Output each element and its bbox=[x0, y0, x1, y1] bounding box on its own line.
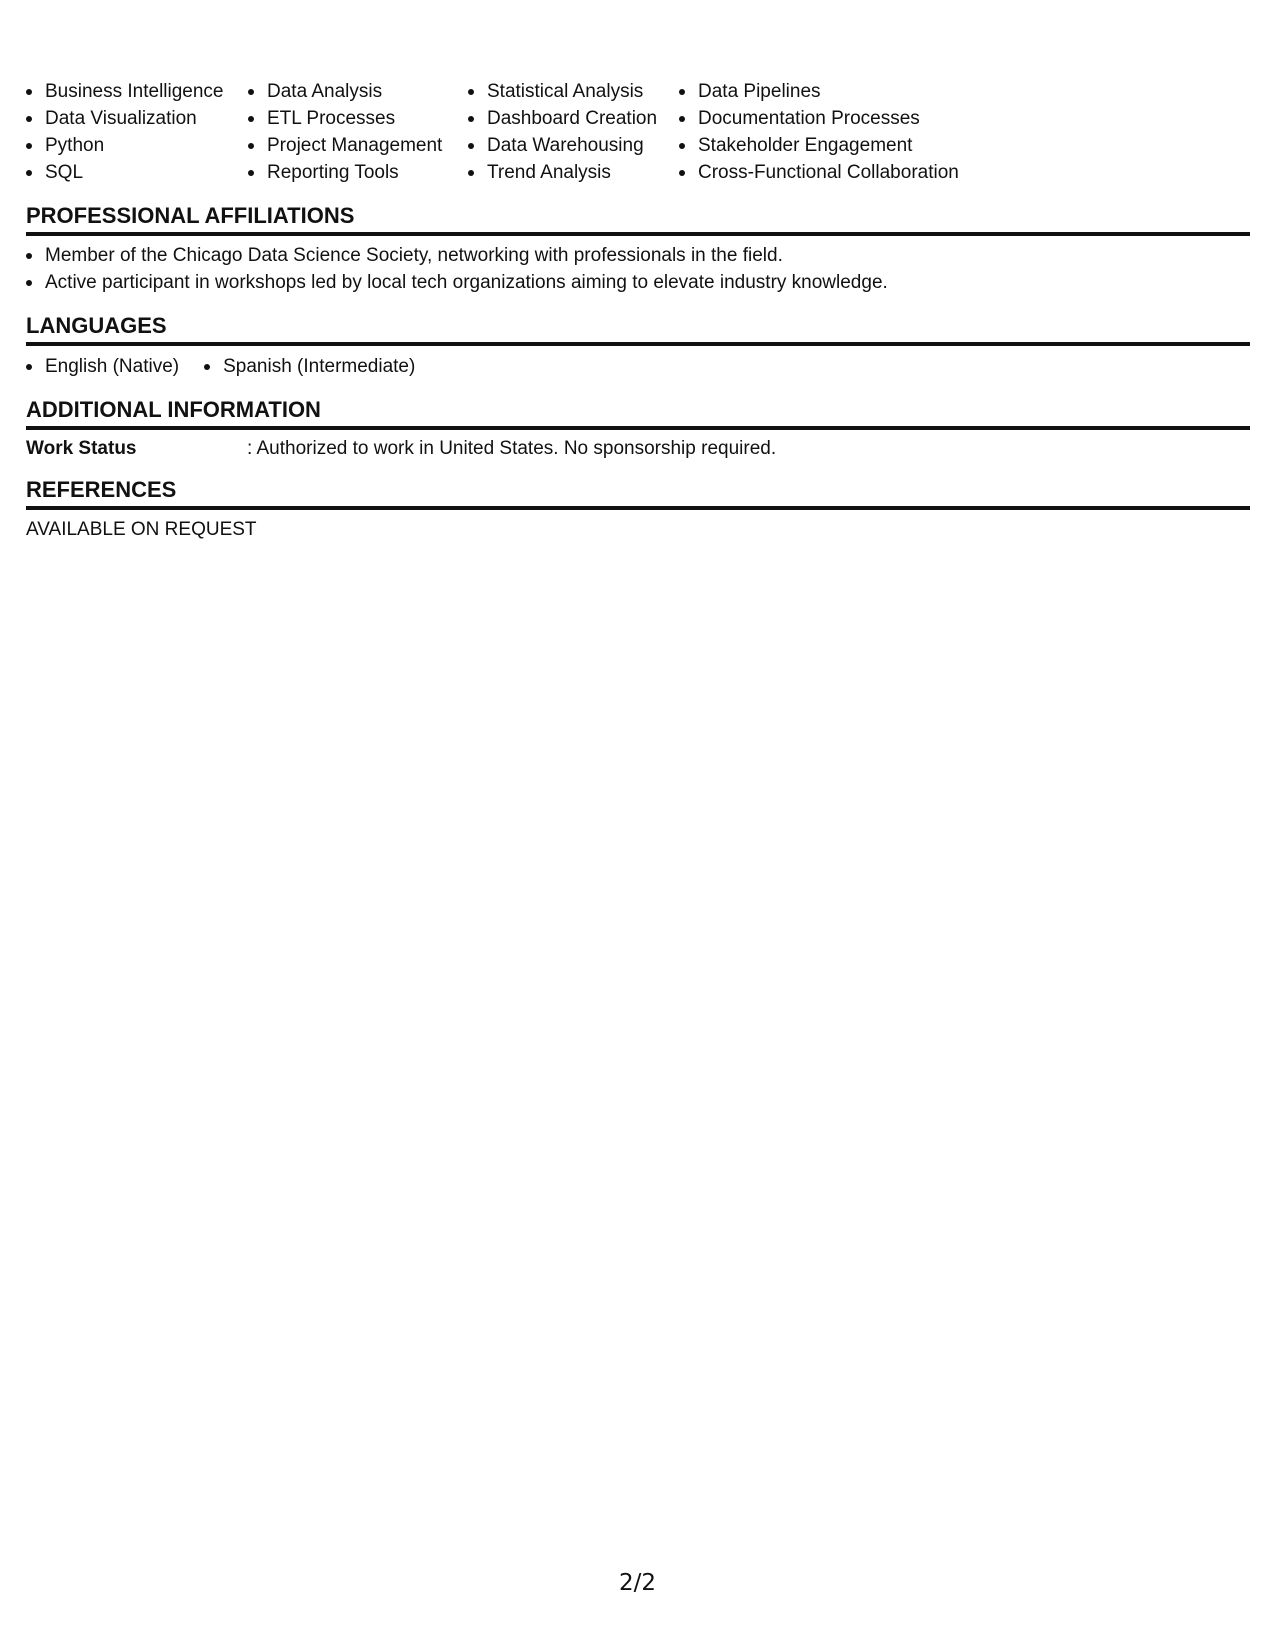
skills-column bbox=[26, 78, 248, 186]
resume-page bbox=[26, 78, 1250, 542]
section-heading-references: REFERENCES bbox=[26, 476, 1250, 510]
skills-grid bbox=[26, 78, 1250, 186]
skills-column bbox=[679, 78, 979, 186]
affiliation-item: Member of the Chicago Data Science Society, networking with professionals in the field. bbox=[26, 242, 1250, 269]
skill-item: Reporting Tools bbox=[248, 159, 468, 186]
skill-item: Dashboard Creation bbox=[468, 105, 679, 132]
skill-item: SQL bbox=[26, 159, 248, 186]
skill-item: Data Visualization bbox=[26, 105, 248, 132]
skill-item: Trend Analysis bbox=[468, 159, 679, 186]
skill-item: Stakeholder Engagement bbox=[679, 132, 979, 159]
skill-item: Data Analysis bbox=[248, 78, 468, 105]
section-heading-affiliations: PROFESSIONAL AFFILIATIONS bbox=[26, 202, 1250, 236]
skill-item: Documentation Processes bbox=[679, 105, 979, 132]
skill-item: Data Warehousing bbox=[468, 132, 679, 159]
skill-item: ETL Processes bbox=[248, 105, 468, 132]
languages-list bbox=[26, 353, 1250, 380]
language-item: English (Native) bbox=[26, 353, 179, 380]
affiliations-list bbox=[26, 242, 1250, 296]
references-text: AVAILABLE ON REQUEST bbox=[26, 519, 257, 540]
section-heading-additional-information: ADDITIONAL INFORMATION bbox=[26, 396, 1250, 430]
skill-item: Cross-Functional Collaboration bbox=[679, 159, 979, 186]
skills-column bbox=[468, 78, 679, 186]
skill-item: Project Management bbox=[248, 132, 468, 159]
language-item: Spanish (Intermediate) bbox=[204, 353, 415, 380]
skill-item: Data Pipelines bbox=[679, 78, 979, 105]
page-number: 2/2 bbox=[618, 1570, 656, 1596]
skill-item: Statistical Analysis bbox=[468, 78, 679, 105]
work-status-row bbox=[26, 437, 1250, 461]
work-status-label: Work Status bbox=[26, 438, 137, 459]
skills-column bbox=[248, 78, 468, 186]
work-status-value: : Authorized to work in United States. No sponsorship required. bbox=[247, 438, 777, 459]
section-heading-languages: LANGUAGES bbox=[26, 312, 1250, 346]
skill-item: Business Intelligence bbox=[26, 78, 248, 105]
skill-item: Python bbox=[26, 132, 248, 159]
affiliation-item: Active participant in workshops led by local tech organizations aiming to elevate industry knowledge. bbox=[26, 269, 1250, 296]
